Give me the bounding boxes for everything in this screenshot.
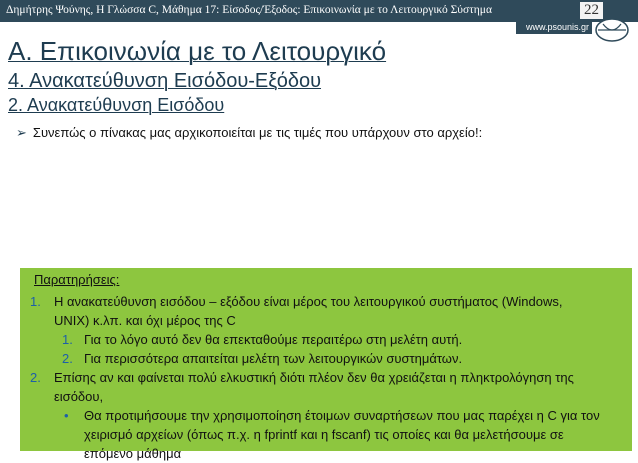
item2-number: 2. [30, 370, 41, 385]
section-title: 4. Ανακατεύθυνση Εισόδου-Εξόδου [8, 70, 322, 92]
item2-line2: εισόδου, [54, 389, 104, 404]
sub3-line2: χειρισμό αρχείων (όπως π.χ. η fprintf και η fscanf) τις οποίες και θα μελετήσουμε σε [84, 427, 564, 442]
main-bullet [16, 125, 482, 141]
page-number: 22 [580, 2, 603, 19]
bullet-text: Συνεπώς ο πίνακας μας αρχικοποιείται με τις τιμές που υπάρχουν στο αρχείο!: [32, 125, 483, 140]
item1-line2: UNIX) κ.λπ. και όχι μέρος της C [54, 313, 236, 328]
header-bar [0, 0, 638, 22]
sub2-text: Για περισσότερα απαιτείται μελέτη των λειτουργικών συστημάτων. [84, 351, 463, 366]
arrow-bullet-icon: ➢ [16, 125, 27, 140]
sub3-line3: επόμενο μάθημα [84, 446, 182, 461]
item1-number: 1. [30, 294, 41, 309]
header-text: Δημήτρης Ψούνης, Η Γλώσσα C, Μάθημα 17: Είσοδος/Έξοδος: Επικοινωνία με το Λειτουργικό Σύστημα [6, 4, 492, 16]
item1-line1: Η ανακατεύθυνση εισόδου – εξόδου είναι μέρος του λειτουργικού συστήματος (Windows, [54, 294, 563, 309]
page-title: Α. Επικοινωνία με το Λειτουργικό [8, 36, 387, 66]
sub1-text: Για το λόγο αυτό δεν θα επεκταθούμε περαιτέρω στη μελέτη αυτή. [84, 332, 463, 347]
subsection-title: 2. Ανακατεύθυνση Εισόδου [8, 95, 225, 115]
site-url: www.psounis.gr [516, 21, 592, 34]
notes-box [20, 268, 632, 461]
sub2-number: 2. [62, 351, 73, 366]
item2-line1: Επίσης αν και φαίνεται πολύ ελκυστική διότι πλέον δεν θα χρειάζεται η πληκτρολόγηση της [54, 370, 574, 385]
sub3-bullet: • [64, 408, 69, 423]
sub1-number: 1. [62, 332, 73, 347]
notes-heading: Παρατηρήσεις: [34, 272, 120, 287]
logo-icon [594, 16, 630, 44]
sub3-line1: Θα προτιμήσουμε την χρησιμοποίηση έτοιμων συναρτήσεων που μας παρέχει η C για τον [84, 408, 600, 423]
